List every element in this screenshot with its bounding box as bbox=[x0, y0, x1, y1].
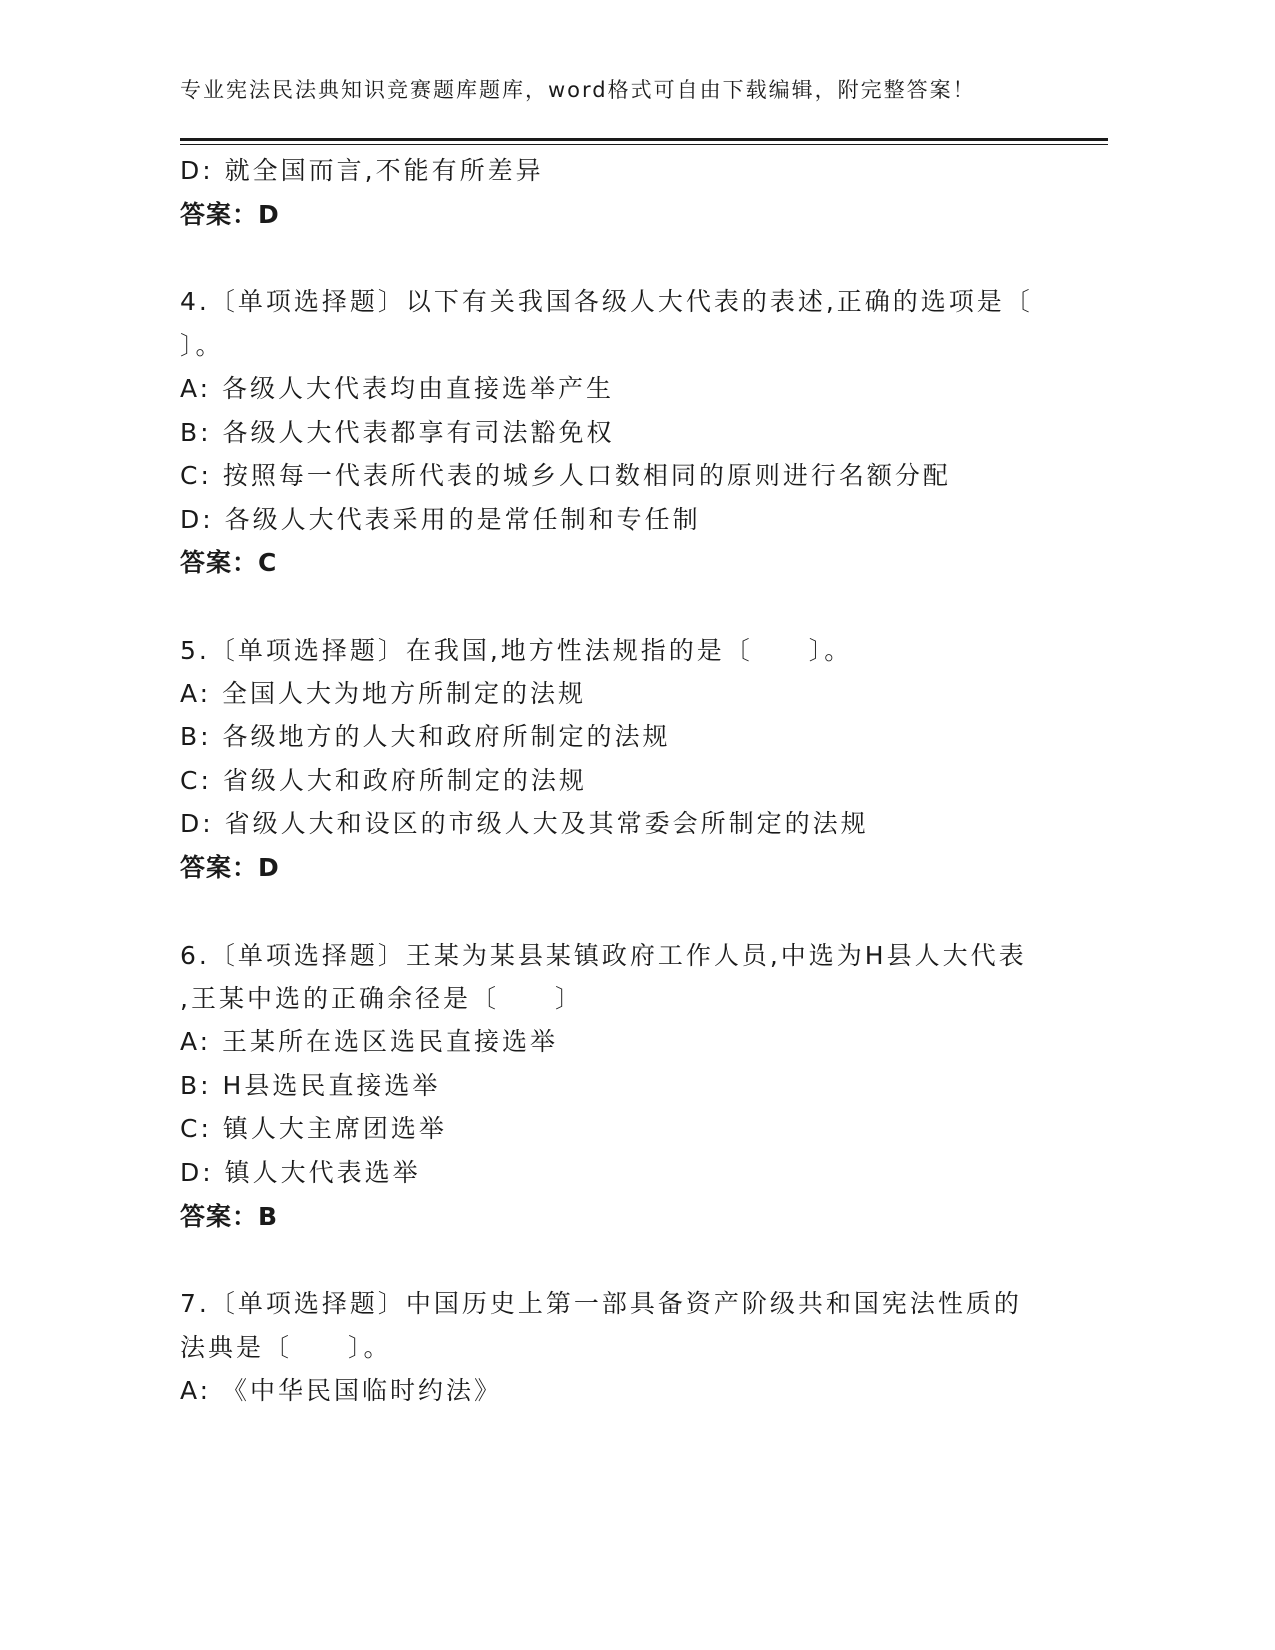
header-rule-thin bbox=[180, 144, 1108, 145]
question-stem-continued: 法典是〔 〕。 bbox=[180, 1333, 392, 1362]
question-stem-continued: 〕。 bbox=[180, 331, 224, 360]
option-d: D: 各级人大代表采用的是常任制和专任制 bbox=[180, 505, 701, 534]
option-a: A: 王某所在选区选民直接选举 bbox=[180, 1027, 559, 1056]
option-c: C: 省级人大和政府所制定的法规 bbox=[180, 766, 587, 795]
question-stem: 6.〔单项选择题〕王某为某县某镇政府工作人员,中选为H县人大代表 bbox=[180, 941, 1027, 970]
question-stem: 5.〔单项选择题〕在我国,地方性法规指的是〔 〕。 bbox=[180, 636, 853, 665]
option-b: B: 各级人大代表都享有司法豁免权 bbox=[180, 418, 615, 447]
option-c: C: 镇人大主席团选举 bbox=[180, 1114, 447, 1143]
option-a: A: 各级人大代表均由直接选举产生 bbox=[180, 374, 615, 403]
option-c: C: 按照每一代表所代表的城乡人口数相同的原则进行名额分配 bbox=[180, 461, 951, 490]
answer: 答案：D bbox=[180, 200, 280, 229]
option-d: D: 镇人大代表选举 bbox=[180, 1158, 421, 1187]
answer: 答案：C bbox=[180, 548, 278, 577]
answer: 答案：B bbox=[180, 1202, 279, 1231]
option-a: A: 全国人大为地方所制定的法规 bbox=[180, 679, 587, 708]
option-b: B: 各级地方的人大和政府所制定的法规 bbox=[180, 722, 671, 751]
option-d: D: 就全国而言,不能有所差异 bbox=[180, 156, 544, 185]
question-stem-continued: ,王某中选的正确余径是〔 〕 bbox=[180, 984, 583, 1013]
option-d: D: 省级人大和设区的市级人大及其常委会所制定的法规 bbox=[180, 809, 869, 838]
option-a: A: 《中华民国临时约法》 bbox=[180, 1376, 503, 1405]
header-title: 专业宪法民法典知识竞赛题库题库，word格式可自由下载编辑，附完整答案！ bbox=[180, 78, 976, 102]
option-b: B: H县选民直接选举 bbox=[180, 1071, 441, 1100]
question-stem: 7.〔单项选择题〕中国历史上第一部具备资产阶级共和国宪法性质的 bbox=[180, 1289, 1022, 1318]
question-stem: 4.〔单项选择题〕以下有关我国各级人大代表的表述,正确的选项是〔 bbox=[180, 287, 1033, 316]
answer: 答案：D bbox=[180, 853, 280, 882]
header-rule-thick bbox=[180, 138, 1108, 141]
